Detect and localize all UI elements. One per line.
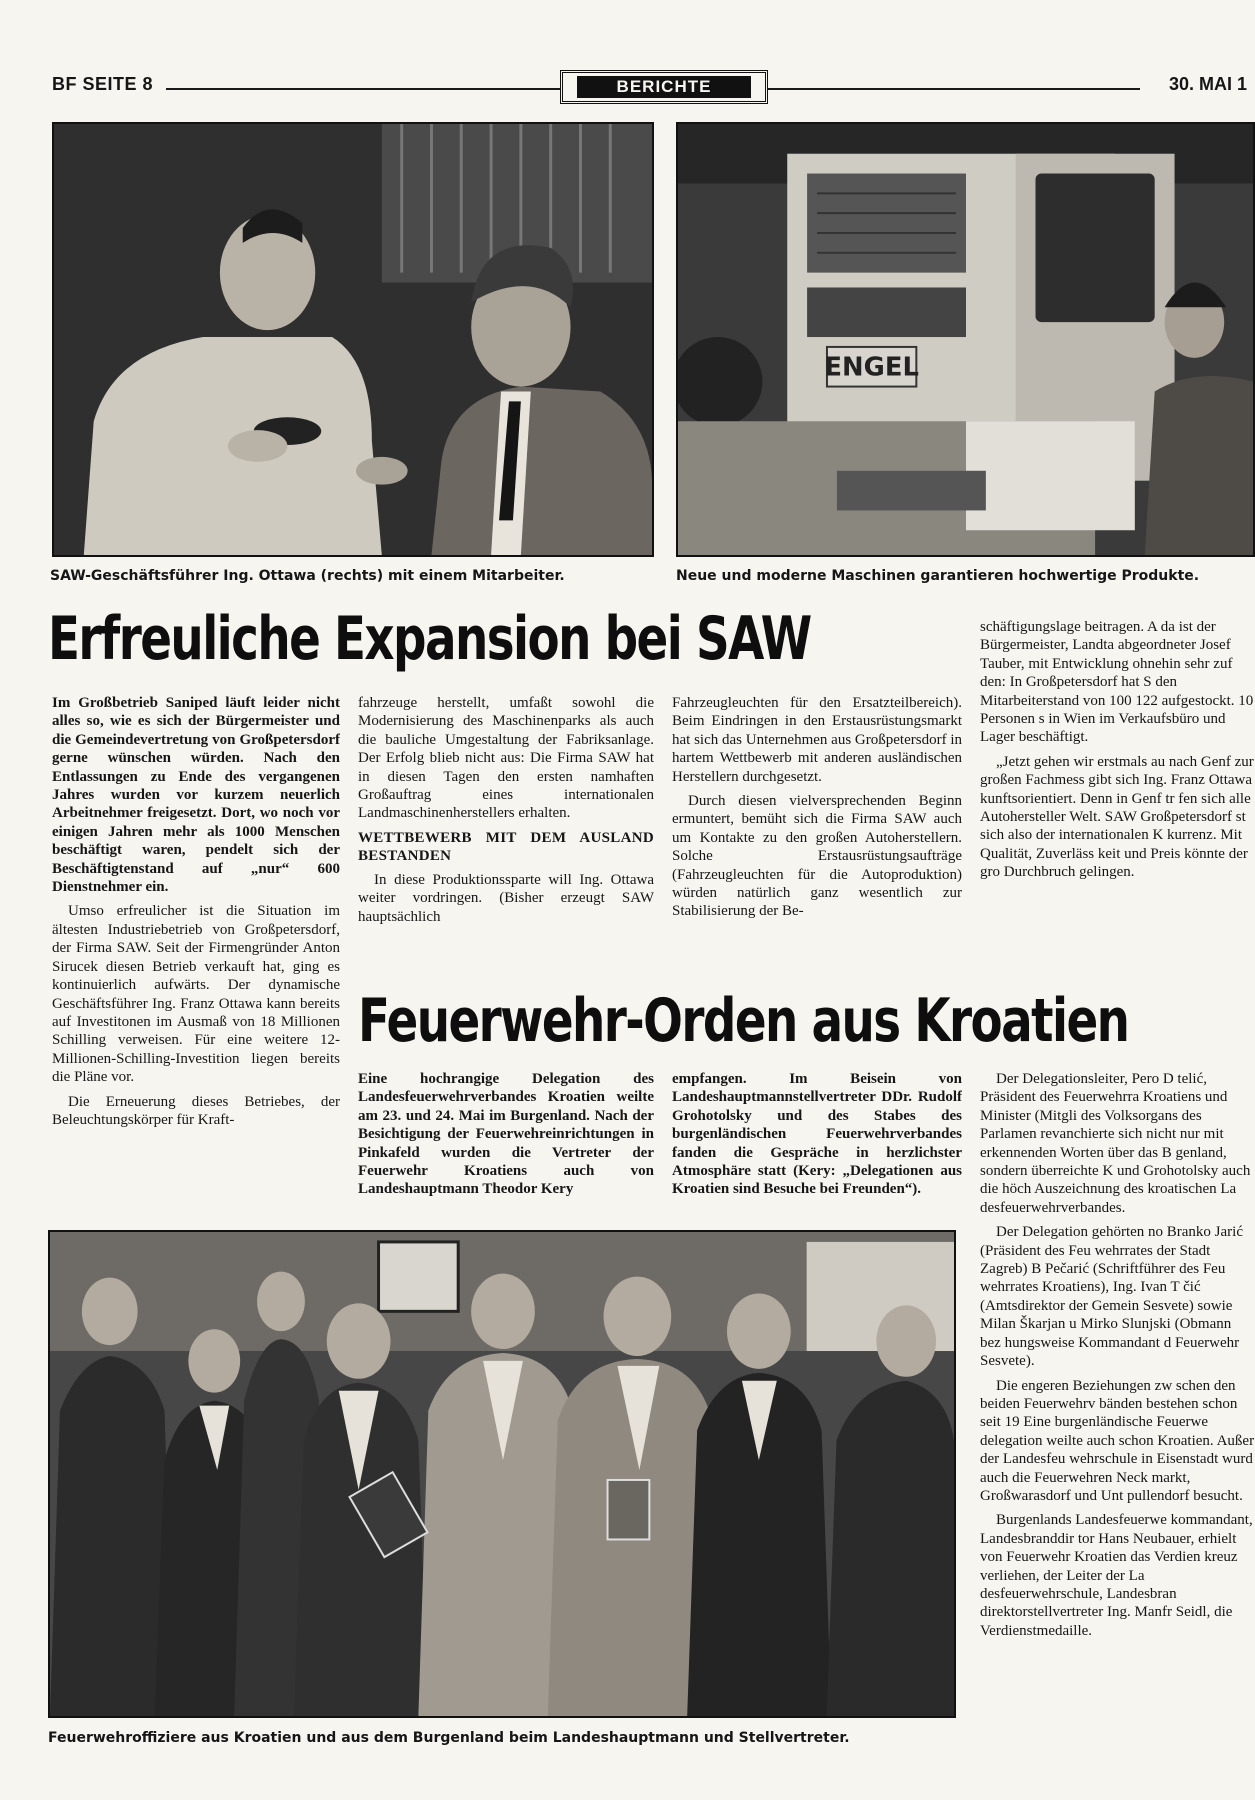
photo-machines — [676, 122, 1255, 557]
section-banner — [560, 70, 768, 104]
article1-subheading: WETTBEWERB MIT DEM AUSLAND BESTANDEN — [358, 829, 654, 864]
article1-paragraph: In diese Produktionssparte will Ing. Ottawa weiter vordringen. (Bisher erzeugt SAW hauptsächlich — [358, 871, 654, 925]
headline-fire-brigade: Feuerwehr-Orden aus Kroatien — [358, 986, 1129, 1056]
article1-paragraph: Umso erfreulicher ist die Situation im ältesten Industriebetrieb von Großpetersdorf, der Firma SAW. Seit der Firmengründer Anton Sirucek diesen Betrieb verkauft hat, ging es kontinuierlich aufwärts. Der dynamische Geschäftsführer Ing. Franz Ottawa kann bereits auf Investitonen im Ausmaß von 18 Millionen Schilling verweisen. Für eine weitere 12-Millionen-Schilling-Investition liegen bereits die Pläne vor. — [52, 903, 340, 1086]
article2-lead: Eine hochrangige Delegation des Landesfeuerwehrverbandes Kroatien weilte am 23. und 24. Mai im Burgenland. Nach der Besichtigung der Feuerwehreinrichtungen in Pinkafeld wurden die Vertreter der Feuerwehr Kroatiens auch von Landeshauptmann Theodor Kery — [358, 1071, 654, 1198]
article1-paragraph: fahrzeuge herstellt, umfaßt sowohl die Modernisierung des Maschinenparks als auch die bauliche Umgestaltung der Fabriksanlage. Der Erfolg blieb nicht aus: Die Firma SAW hat in diesen Tagen den ersten namhaften Großauftrag eines internationalen Landmaschinenherstellers erhalten. — [358, 695, 654, 822]
article2-column-2 — [672, 1070, 962, 1222]
header-rule-left — [166, 88, 560, 90]
header-rule-right — [768, 88, 1140, 90]
photo-caption-machines: Neue und moderne Maschinen garantieren hochwertige Produkte. — [676, 568, 1200, 584]
article1-column-3 — [672, 694, 962, 960]
photo-fire-officers — [48, 1230, 956, 1718]
article1-paragraph: „Jetzt gehen wir erstmals au nach Genf zur großen Fachmess gibt sich Ing. Franz Ottawa kunftsorientiert. Denn in Genf tr fen sich alle Autohersteller Welt. SAW Großpetersdorf st sich also der internationalen K kurrenz. Mit Qualität, Zuverläss keit und Preis könnte der gro Durchbruch gelingen. — [980, 753, 1254, 881]
article1-lead: Im Großbetrieb Saniped läuft leider nicht alles so, wie es sich der Bürgermeister und die Gemeindevertretung von Großpetersdorf gerne wünschen würden. Nach den Entlassungen zu Ende des vergangenen Jahres wurden vor kurzem neuerlich Arbeitnehmer freigesetzt. Dort, wo noch vor einigen Jahren mehr als 1000 Menschen beschäftigt waren, pendelt sich der Beschäftigtenstand auf „nur“ 600 Dienstnehmer ein. — [52, 695, 340, 896]
article2-paragraph: Der Delegationsleiter, Pero D telić, Präsident des Feuerwehrra Kroatiens und Minister (Mitgli des Volksorgans des Parlamen revanchierte sich nicht nur mit erkennenden Worten über das B genland, sondern überreichte K und Grohotolsky auch die höch Auszeichnung des kroatischen La desfeuerwehrverbandes. — [980, 1071, 1251, 1216]
page-number: BF SEITE 8 — [52, 74, 154, 94]
section-label: BERICHTE — [577, 76, 752, 98]
article1-column-4 — [980, 618, 1255, 960]
article2-lead: empfangen. Im Beisein von Landeshauptmannstellvertreter DDr. Rudolf Grohotolsky und des Stabes des burgenländischen Feuerwehrverbandes fanden die Gespräche in herzlichster Atmosphäre statt (Kery: „Delegationen aus Kroatien sind Besuche bei Freunden“). — [672, 1071, 962, 1198]
article1-paragraph: schäftigungslage beitragen. A da ist der Bürgermeister, Landta abgeordneter Josef Tauber, mit Entwicklung ohnehin sehr zuf den: In Großpetersdorf hat S den Mitarbeiterstand von 100 122 aufgestockt. 10 Personen s in Wien im Verkaufsbüro und Lager beschäftigt. — [980, 619, 1254, 746]
photo-caption-fire-officers: Feuerwehroffiziere aus Kroatien und aus dem Burgenland beim Landeshauptmann und Stellvertreter. — [48, 1730, 850, 1746]
article1-paragraph: Fahrzeugleuchten für den Ersatzteilbereich). Beim Eindringen in den Erstausrüstungsmarkt hat sich das Unternehmen aus Großpetersdorf in hartem Wettbewerb mit anderen ausländischen Herstellern durchgesetzt. — [672, 695, 962, 785]
issue-date: 30. MAI 1 — [1168, 74, 1247, 94]
article1-paragraph: Durch diesen vielversprechenden Beginn ermuntert, bemüht sich die Firma SAW auch um Kontakte zu den großen Autoherstellern. Solche Erstausrüstungsaufträge (Fahrzeugleuchten für die Autoproduktion) würden natürlich ganz wesentlich zur Stabilisierung der Be- — [672, 793, 962, 920]
article2-column-3 — [980, 1070, 1255, 1770]
article2-paragraph: Burgenlands Landesfeuerwe kommandant, Landesbranddir tor Hans Neubauer, erhielt von Feuerwehr Kroatien das Verdien kreuz verliehen, der Leiter der La desfeuerwehrschule, Landesbran direktorstellvertreter Ing. Manfr Seidl, die Verdienstmedaille. — [980, 1512, 1253, 1639]
headline-saw-expansion: Erfreuliche Expansion bei SAW — [48, 604, 811, 674]
article2-paragraph: Die engeren Beziehungen zw schen den beiden Feuerwehrv bänden bestehen schon seit 19 Eine burgenländische Feuerwe delegation weilte auch schon Kroatien. Außer der Landesfeu wehrschule in Eisenstadt wurd auch die Feuerwehren Neck markt, Großwarasdorf und Unt pullendorf besucht. — [980, 1377, 1255, 1504]
article2-paragraph: Der Delegation gehörten no Branko Jarić (Präsident des Feu wehrrates der Stadt Zagreb) B Pečarić (Schriftführer des Feu wehrrates Kroatiens), Ing. Ivan T čić (Amtsdirektor der Gemein Sesvete) sowie Milan Škarjan u Mirko Slunjski (Obmann bez hungsweise Kommandant d Feuerwehr Sesvete). — [980, 1224, 1243, 1370]
photo-managing-director — [52, 122, 654, 557]
article1-paragraph: Die Erneuerung dieses Betriebes, der Beleuchtungskörper für Kraft- — [52, 1093, 340, 1128]
article2-column-1 — [358, 1070, 654, 1222]
machine-brand-label: ENGEL — [824, 352, 919, 383]
article1-column-1 — [52, 694, 340, 1198]
photo-caption-director: SAW-Geschäftsführer Ing. Ottawa (rechts) mit einem Mitarbeiter. — [50, 568, 565, 584]
article1-column-2 — [358, 694, 654, 960]
